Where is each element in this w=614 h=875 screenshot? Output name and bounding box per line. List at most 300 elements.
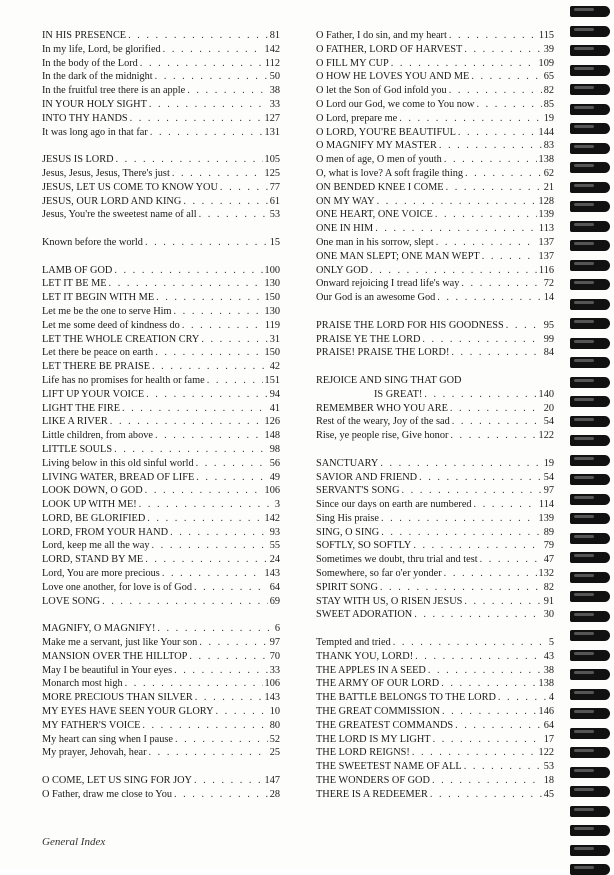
- binding-ring: [570, 201, 610, 212]
- binding-ring: [570, 84, 610, 95]
- index-entry: [42, 112, 280, 126]
- entry-title: Sing His praise: [316, 512, 379, 524]
- dot-leader: [381, 526, 541, 540]
- entry-page-number: 49: [269, 471, 280, 483]
- entry-title: O Father, draw me close to You: [42, 788, 172, 800]
- dot-leader: [458, 126, 537, 140]
- dot-leader: [380, 581, 542, 595]
- entry-page-number: 20: [543, 402, 554, 414]
- entry-page-number: 132: [538, 568, 554, 580]
- index-entry: [316, 402, 554, 416]
- section-gap: [42, 250, 280, 264]
- index-entry: [42, 581, 280, 595]
- entry-title: MY EYES HAVE SEEN YOUR GLORY: [42, 706, 214, 718]
- index-entry: [316, 153, 554, 167]
- index-entry: [42, 512, 280, 526]
- entry-title: JESUS IS LORD: [42, 154, 114, 166]
- index-entry: [316, 291, 554, 305]
- entry-title: In the dark of the midnight: [42, 71, 153, 83]
- entry-title: ON BENDED KNEE I COME: [316, 181, 444, 193]
- entry-page-number: 69: [269, 595, 280, 607]
- entry-page-number: 47: [543, 554, 554, 566]
- dot-leader: [116, 153, 263, 167]
- entry-page-number: 19: [543, 112, 554, 124]
- entry-page-number: 38: [543, 664, 554, 676]
- entry-page-number: 94: [269, 388, 280, 400]
- dot-leader: [149, 746, 268, 760]
- dot-leader: [449, 29, 537, 43]
- index-entry: [42, 319, 280, 333]
- entry-title: Life has no promises for health or fame: [42, 374, 205, 386]
- binding-ring: [570, 845, 610, 856]
- index-entry: [316, 195, 554, 209]
- entry-page-number: 79: [543, 540, 554, 552]
- dot-leader: [163, 43, 263, 57]
- index-entry: [316, 512, 554, 526]
- binding-ring: [570, 474, 610, 485]
- index-entry: [42, 126, 280, 140]
- dot-leader: [122, 402, 268, 416]
- entry-title: ONE IN HIM: [316, 223, 374, 235]
- entry-page-number: 53: [269, 209, 280, 221]
- entry-page-number: 99: [543, 333, 554, 345]
- index-entry: [316, 636, 554, 650]
- index-entry: [316, 98, 554, 112]
- entry-title: IN YOUR HOLY SIGHT: [42, 98, 147, 110]
- dot-leader: [140, 57, 263, 71]
- index-entry: [316, 539, 554, 553]
- entry-page-number: 150: [264, 347, 280, 359]
- entry-title: STAY WITH US, O RISEN JESUS: [316, 595, 463, 607]
- dot-leader: [414, 608, 542, 622]
- entry-title: THE ARMY OF OUR LORD: [316, 678, 440, 690]
- dot-leader: [155, 70, 268, 84]
- entry-title: JESUS, OUR LORD AND KING: [42, 195, 182, 207]
- entry-title: Let me be the one to serve Him: [42, 305, 172, 317]
- entry-title: It was long ago in that far: [42, 126, 148, 138]
- index-entry: [316, 57, 554, 71]
- dot-leader: [216, 705, 268, 719]
- section-gap: [42, 608, 280, 622]
- binding-ring: [570, 26, 610, 37]
- index-entry: [42, 526, 280, 540]
- index-entry: [42, 677, 280, 691]
- entry-page-number: 97: [543, 485, 554, 497]
- entry-page-number: 130: [264, 278, 280, 290]
- entry-page-number: 142: [264, 43, 280, 55]
- entry-title: O, what is love? A soft fragile thing: [316, 167, 463, 179]
- index-entry: [42, 539, 280, 553]
- dot-leader: [189, 650, 267, 664]
- binding-ring: [570, 435, 610, 446]
- entry-page-number: 33: [269, 664, 280, 676]
- entry-title: My heart can sing when I pause: [42, 733, 173, 745]
- dot-leader: [156, 291, 262, 305]
- entry-page-number: 81: [269, 30, 280, 41]
- entry-title: LIKE A RIVER: [42, 416, 108, 428]
- section-gap: [42, 139, 280, 153]
- entry-title: LIGHT THE FIRE: [42, 402, 120, 414]
- dot-leader: [370, 264, 537, 278]
- index-entry: [42, 705, 280, 719]
- index-entry: [42, 733, 280, 747]
- index-entry: [316, 650, 554, 664]
- binding-ring: [570, 669, 610, 680]
- entry-title: IN HIS PRESENCE: [42, 30, 127, 41]
- index-entry: [42, 57, 280, 71]
- entry-title: LORD, STAND BY ME: [42, 554, 144, 566]
- entry-page-number: 140: [538, 388, 554, 400]
- dot-leader: [174, 664, 268, 678]
- entry-title: THE GREATEST COMMANDS: [316, 719, 454, 731]
- binding-ring: [570, 494, 610, 505]
- entry-page-number: 143: [264, 568, 280, 580]
- index-entry: [42, 29, 280, 43]
- index-entry: [316, 581, 554, 595]
- index-entry: [42, 622, 280, 636]
- index-entry: [42, 443, 280, 457]
- index-entry: [316, 760, 554, 774]
- entry-page-number: 10: [269, 706, 280, 718]
- index-entry: [316, 388, 554, 402]
- entry-title: LET THE WHOLE CREATION CRY: [42, 333, 200, 345]
- dot-leader: [432, 774, 542, 788]
- index-entry: [42, 429, 280, 443]
- entry-title: SING, O SING: [316, 526, 380, 538]
- dot-leader: [187, 84, 267, 98]
- index-entry: [42, 236, 280, 250]
- entry-title: THE GREAT COMMISSION: [316, 706, 440, 718]
- entry-page-number: 39: [543, 43, 554, 55]
- index-entry: [42, 567, 280, 581]
- entry-title: Tempted and tried: [316, 637, 391, 649]
- binding-ring: [570, 182, 610, 193]
- index-entry: [42, 333, 280, 347]
- entry-title: In my life, Lord, be glorified: [42, 43, 161, 55]
- dot-leader: [194, 774, 263, 788]
- index-entry: [316, 733, 554, 747]
- index-entry: [42, 153, 280, 167]
- index-entry: [42, 650, 280, 664]
- entry-title: LAMB OF GOD: [42, 264, 113, 276]
- dot-leader: [402, 484, 542, 498]
- entry-title: THE BATTLE BELONGS TO THE LORD: [316, 692, 496, 704]
- entry-page-number: 55: [269, 540, 280, 552]
- entry-page-number: 43: [543, 650, 554, 662]
- entry-page-number: 50: [269, 71, 280, 83]
- dot-leader: [449, 84, 542, 98]
- index-entry: [42, 415, 280, 429]
- entry-title: O LORD, YOU'RE BEAUTIFUL: [316, 126, 456, 138]
- entry-page-number: 119: [264, 319, 280, 331]
- entry-title: PRAISE YE THE LORD: [316, 333, 421, 345]
- index-entry: [316, 774, 554, 788]
- dot-leader: [145, 236, 268, 250]
- index-entry: [316, 236, 554, 250]
- index-entry: [42, 636, 280, 650]
- entry-title: INTO THY HANDS: [42, 112, 128, 124]
- entry-page-number: 82: [543, 581, 554, 593]
- index-entry: [316, 415, 554, 429]
- entry-title: LET IT BEGIN WITH ME: [42, 292, 155, 304]
- dot-leader: [182, 319, 263, 333]
- entry-page-number: 80: [269, 719, 280, 731]
- dot-leader: [152, 360, 268, 374]
- entry-title: Onward rejoicing I tread life's way: [316, 278, 460, 290]
- entry-title: THE LORD IS MY LIGHT: [316, 733, 431, 745]
- index-entry: [42, 388, 280, 402]
- entry-page-number: 56: [269, 457, 280, 469]
- binding-ring: [570, 104, 610, 115]
- binding-ring: [570, 825, 610, 836]
- index-entry: [316, 471, 554, 485]
- entry-page-number: 25: [269, 747, 280, 759]
- index-entry: [42, 664, 280, 678]
- entry-title: SOFTLY, SO SOFTLY: [316, 540, 412, 552]
- binding-ring: [570, 143, 610, 154]
- index-entry: [316, 250, 554, 264]
- binding-ring: [570, 747, 610, 758]
- entry-title: Monarch most high: [42, 678, 123, 690]
- index-entry: [316, 70, 554, 84]
- index-entry: [42, 43, 280, 57]
- index-entry: [42, 208, 280, 222]
- dot-leader: [451, 346, 541, 360]
- entry-page-number: 77: [269, 181, 280, 193]
- entry-title: May I be beautiful in Your eyes: [42, 664, 173, 676]
- index-entry: [316, 277, 554, 291]
- entry-page-number: 137: [538, 236, 554, 248]
- index-entry: [316, 498, 554, 512]
- entry-title: SANCTUARY: [316, 457, 379, 469]
- entry-page-number: 150: [264, 292, 280, 304]
- dot-leader: [201, 333, 267, 347]
- index-entry: [42, 746, 280, 760]
- binding-ring: [570, 728, 610, 739]
- entry-title: ONLY GOD: [316, 264, 369, 276]
- entry-title: MANSION OVER THE HILLTOP: [42, 650, 188, 662]
- dot-leader: [437, 291, 541, 305]
- entry-page-number: 3: [274, 499, 280, 511]
- binding-ring: [570, 357, 610, 368]
- dot-leader: [142, 719, 267, 733]
- entry-title: SPIRIT SONG: [316, 581, 378, 593]
- binding-ring: [570, 455, 610, 466]
- binding-ring: [570, 767, 610, 778]
- entry-page-number: 17: [543, 733, 554, 745]
- index-entry: [42, 402, 280, 416]
- dot-leader: [498, 691, 547, 705]
- entry-page-number: 122: [538, 430, 554, 442]
- entry-page-number: 146: [538, 706, 554, 718]
- entry-title: O COME, LET US SING FOR JOY: [42, 775, 192, 787]
- entry-page-number: 127: [264, 112, 280, 124]
- index-entry: [316, 595, 554, 609]
- binding-ring: [570, 513, 610, 524]
- index-entry: [316, 746, 554, 760]
- entry-title: Rise, ye people rise, Give honor: [316, 430, 449, 442]
- dot-leader: [128, 29, 268, 43]
- entry-page-number: 5: [548, 637, 554, 649]
- dot-leader: [145, 484, 263, 498]
- dot-leader: [207, 374, 263, 388]
- binding-ring: [570, 396, 610, 407]
- entry-title: My prayer, Jehovah, hear: [42, 747, 147, 759]
- index-entry: [42, 84, 280, 98]
- entry-page-number: 31: [269, 333, 280, 345]
- binding-ring: [570, 591, 610, 602]
- section-gap: [316, 360, 554, 374]
- binding-ring: [570, 45, 610, 56]
- entry-page-number: 33: [269, 98, 280, 110]
- entry-page-number: 85: [543, 98, 554, 110]
- entry-page-number: 115: [538, 30, 554, 41]
- entry-page-number: 21: [543, 181, 554, 193]
- index-entry: [42, 277, 280, 291]
- binding-ring: [570, 123, 610, 134]
- dot-leader: [482, 250, 537, 264]
- index-entry: [316, 788, 554, 802]
- entry-title: Living below in this old sinful world: [42, 457, 194, 469]
- binding-ring: [570, 864, 610, 875]
- dot-leader: [471, 70, 541, 84]
- binding-ring: [570, 806, 610, 817]
- entry-title: PRAISE! PRAISE THE LORD!: [316, 347, 450, 359]
- entry-page-number: 95: [543, 319, 554, 331]
- index-column-right: [316, 29, 554, 802]
- index-entry: [316, 484, 554, 498]
- index-entry: [316, 567, 554, 581]
- dot-leader: [172, 167, 263, 181]
- dot-leader: [375, 222, 537, 236]
- entry-page-number: 144: [538, 126, 554, 138]
- entry-title: ON MY WAY: [316, 195, 375, 207]
- entry-title: Rest of the weary, Joy of the sad: [316, 416, 450, 428]
- binding-ring: [570, 6, 610, 17]
- index-entry: [316, 167, 554, 181]
- entry-page-number: 122: [538, 747, 554, 759]
- binding-ring: [570, 689, 610, 700]
- entry-title: PRAISE THE LORD FOR HIS GOODNESS: [316, 319, 504, 331]
- dot-leader: [174, 305, 263, 319]
- entry-page-number: 62: [543, 167, 554, 179]
- entry-title: LIVING WATER, BREAD OF LIFE: [42, 471, 195, 483]
- entry-title: SWEET ADORATION: [316, 609, 413, 621]
- index-entry: [316, 691, 554, 705]
- entry-title: THANK YOU, LORD!: [316, 650, 414, 662]
- entry-title: O Father, I do sin, and my heart: [316, 30, 447, 41]
- dot-leader: [476, 98, 541, 112]
- index-entry: [316, 526, 554, 540]
- dot-leader: [428, 664, 542, 678]
- entry-page-number: 30: [543, 609, 554, 621]
- index-entry: [316, 374, 554, 388]
- dot-leader: [399, 112, 542, 126]
- entry-page-number: 54: [543, 471, 554, 483]
- entry-title: Make me a servant, just like Your son: [42, 637, 198, 649]
- entry-title: LET IT BE ME: [42, 278, 107, 290]
- binding-ring: [570, 552, 610, 563]
- index-entry: [316, 264, 554, 278]
- entry-title: Love one another, for love is of God: [42, 581, 192, 593]
- entry-page-number: 64: [543, 719, 554, 731]
- dot-leader: [145, 553, 268, 567]
- entry-title: Sometimes we doubt, thru trial and test: [316, 554, 478, 566]
- dot-leader: [436, 236, 537, 250]
- binding-ring: [570, 377, 610, 388]
- index-entry: [42, 291, 280, 305]
- entry-title: ONE HEART, ONE VOICE: [316, 209, 433, 221]
- dot-leader: [413, 539, 541, 553]
- index-entry: [316, 43, 554, 57]
- dot-leader: [441, 677, 536, 691]
- entry-page-number: 24: [269, 554, 280, 566]
- dot-leader: [377, 195, 537, 209]
- entry-page-number: 97: [269, 637, 280, 649]
- index-entry: [316, 705, 554, 719]
- index-entry: [42, 595, 280, 609]
- entry-page-number: 112: [264, 57, 280, 69]
- dot-leader: [199, 636, 267, 650]
- entry-page-number: 116: [538, 264, 554, 276]
- entry-page-number: 89: [543, 526, 554, 538]
- dot-leader: [114, 264, 262, 278]
- entry-page-number: 138: [538, 678, 554, 690]
- index-entry: [316, 677, 554, 691]
- dot-leader: [146, 388, 268, 402]
- dot-leader: [147, 512, 262, 526]
- index-entry: [316, 139, 554, 153]
- index-entry: [316, 319, 554, 333]
- dot-leader: [109, 277, 263, 291]
- binding-ring: [570, 572, 610, 583]
- entry-title: Somewhere, so far o'er yonder: [316, 568, 442, 580]
- entry-page-number: 41: [269, 402, 280, 414]
- binding-ring: [570, 650, 610, 661]
- index-entry: [42, 98, 280, 112]
- entry-page-number: 70: [269, 650, 280, 662]
- entry-title: LOOK UP WITH ME!: [42, 499, 137, 511]
- entry-title: THE WONDERS OF GOD: [316, 775, 430, 787]
- index-entry: [42, 498, 280, 512]
- dot-leader: [455, 719, 542, 733]
- section-gap: [316, 443, 554, 457]
- entry-title: REMEMBER WHO YOU ARE: [316, 402, 448, 414]
- section-gap: [316, 305, 554, 319]
- index-entry: [316, 429, 554, 443]
- dot-leader: [446, 181, 542, 195]
- entry-title: LIFT UP YOUR VOICE: [42, 388, 145, 400]
- dot-leader: [194, 581, 268, 595]
- entry-page-number: 106: [264, 485, 280, 497]
- entry-title: Jesus, You're the sweetest name of all: [42, 209, 197, 221]
- dot-leader: [199, 208, 268, 222]
- entry-title: Lord, keep me all the way: [42, 540, 150, 552]
- entry-page-number: 28: [269, 788, 280, 800]
- index-entry: [316, 346, 554, 360]
- dot-leader: [391, 57, 537, 71]
- entry-page-number: 138: [538, 154, 554, 166]
- dot-leader: [152, 539, 268, 553]
- dot-leader: [130, 112, 263, 126]
- dot-leader: [175, 733, 268, 747]
- entry-page-number: 114: [538, 499, 554, 511]
- dot-leader: [461, 277, 541, 291]
- entry-title: Let me some deed of kindness do: [42, 319, 180, 331]
- entry-page-number: 126: [264, 416, 280, 428]
- entry-title: O Lord, prepare me: [316, 112, 398, 124]
- entry-page-number: 148: [264, 430, 280, 442]
